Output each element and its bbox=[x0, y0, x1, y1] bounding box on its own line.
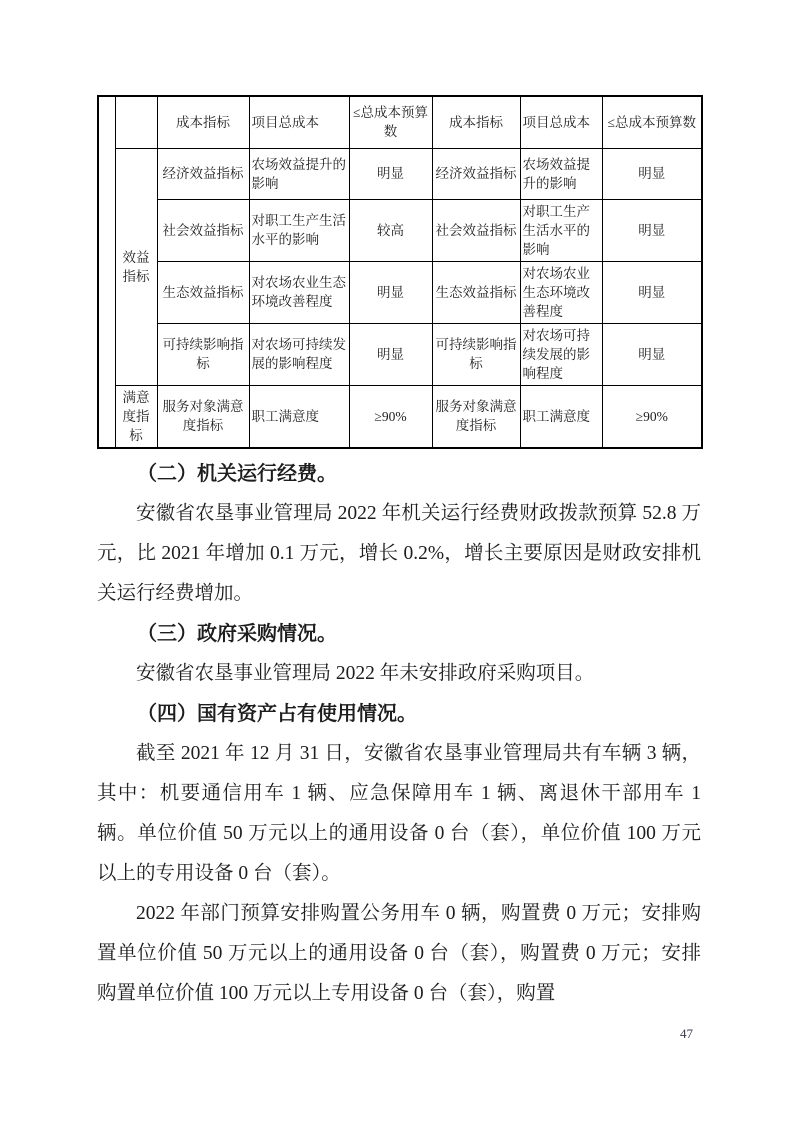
section-heading-agency-operating-costs: （二）机关运行经费。 bbox=[137, 463, 337, 485]
table-cell: 农场效益提升的影响 bbox=[249, 148, 349, 199]
table-row-sustainable-impact bbox=[98, 323, 702, 385]
paragraph-state-assets-1: 截至 2021 年 12 月 31 日，安徽省农垦事业管理局共有车辆 3 辆，其中：机要通信用车 1 辆、应急保障用车 1 辆、离退休干部用车 1 辆。单位价值 50 万元以上的通用设备 0 台（套），单位价值 100 万元以上的专用设备 0 台（套）。 bbox=[97, 743, 701, 884]
table-header-cost-indicator-right: 成本指标 bbox=[432, 96, 520, 148]
table-cell: 可持续影响指标 bbox=[432, 323, 520, 385]
document-body bbox=[97, 454, 701, 1014]
table-cell: ≥90% bbox=[602, 385, 702, 448]
table-cell: 明显 bbox=[602, 148, 702, 199]
table-row-header bbox=[98, 96, 702, 148]
table-cell: 对职工生产生活水平的影响 bbox=[249, 199, 349, 261]
table-cell-group-spacer bbox=[115, 96, 157, 148]
table-header-project-total-cost-right: 项目总成本 bbox=[520, 96, 602, 148]
page-number: 47 bbox=[680, 1026, 693, 1041]
table-cell: 服务对象满意度指标 bbox=[432, 385, 520, 448]
table-cell: 职工满意度 bbox=[520, 385, 602, 448]
table-header-project-total-cost-left: 项目总成本 bbox=[249, 96, 349, 148]
table-cell: ≥90% bbox=[349, 385, 432, 448]
table-cell-group-satisfaction-indicators: 满意度指标 bbox=[115, 385, 157, 448]
table-cell: 明显 bbox=[349, 261, 432, 323]
table-cell: 农场效益提升的影响 bbox=[520, 148, 602, 199]
table-cell: 明显 bbox=[602, 261, 702, 323]
section-heading-government-procurement: （三）政府采购情况。 bbox=[137, 623, 337, 645]
table-cell: 对农场可持续发展的影响程度 bbox=[520, 323, 602, 385]
table-cell: 较高 bbox=[349, 199, 432, 261]
performance-indicators-table bbox=[97, 95, 703, 449]
table-cell: 对农场农业生态环境改善程度 bbox=[520, 261, 602, 323]
table-row-satisfaction bbox=[98, 385, 702, 448]
table-header-budget-cap-right: ≤总成本预算数 bbox=[602, 96, 702, 148]
table-cell: 对农场可持续发展的影响程度 bbox=[249, 323, 349, 385]
table-cell: 职工满意度 bbox=[249, 385, 349, 448]
paragraph-state-assets-2: 2022 年部门预算安排购置公务用车 0 辆，购置费 0 万元；安排购置单位价值 50 万元以上的通用设备 0 台（套），购置费 0 万元；安排购置单位价值 100 万元以上专用设备 0 台（套），购置 bbox=[97, 903, 701, 1004]
table-row-ecological-benefit bbox=[98, 261, 702, 323]
table-cell: 社会效益指标 bbox=[157, 199, 249, 261]
table-cell: 服务对象满意度指标 bbox=[157, 385, 249, 448]
table-cell: 明显 bbox=[349, 148, 432, 199]
table-cell: 可持续影响指标 bbox=[157, 323, 249, 385]
table-cell: 经济效益指标 bbox=[157, 148, 249, 199]
section-heading-state-assets: （四）国有资产占有使用情况。 bbox=[137, 703, 417, 725]
table-header-budget-cap-left: ≤总成本预算数 bbox=[349, 96, 432, 148]
table-cell: 明显 bbox=[602, 323, 702, 385]
table-cell: 对职工生产生活水平的影响 bbox=[520, 199, 602, 261]
paragraph-operating-costs: 安徽省农垦事业管理局 2022 年机关运行经费财政拨款预算 52.8 万元，比 2021 年增加 0.1 万元，增长 0.2%，增长主要原因是财政安排机关运行经费增加。 bbox=[97, 503, 701, 604]
paragraph-procurement: 安徽省农垦事业管理局 2022 年未安排政府采购项目。 bbox=[136, 663, 595, 684]
table-row-economic-benefit bbox=[98, 148, 702, 199]
table-cell-continuation-spacer bbox=[98, 96, 115, 448]
table-cell: 生态效益指标 bbox=[432, 261, 520, 323]
table-cell: 经济效益指标 bbox=[432, 148, 520, 199]
table-cell: 明显 bbox=[602, 199, 702, 261]
table-cell: 明显 bbox=[349, 323, 432, 385]
table-row-social-benefit bbox=[98, 199, 702, 261]
table-cell-group-benefit-indicators: 效益指标 bbox=[115, 148, 157, 385]
table-cell: 社会效益指标 bbox=[432, 199, 520, 261]
table-cell: 对农场农业生态环境改善程度 bbox=[249, 261, 349, 323]
table-cell: 生态效益指标 bbox=[157, 261, 249, 323]
table-header-cost-indicator-left: 成本指标 bbox=[157, 96, 249, 148]
